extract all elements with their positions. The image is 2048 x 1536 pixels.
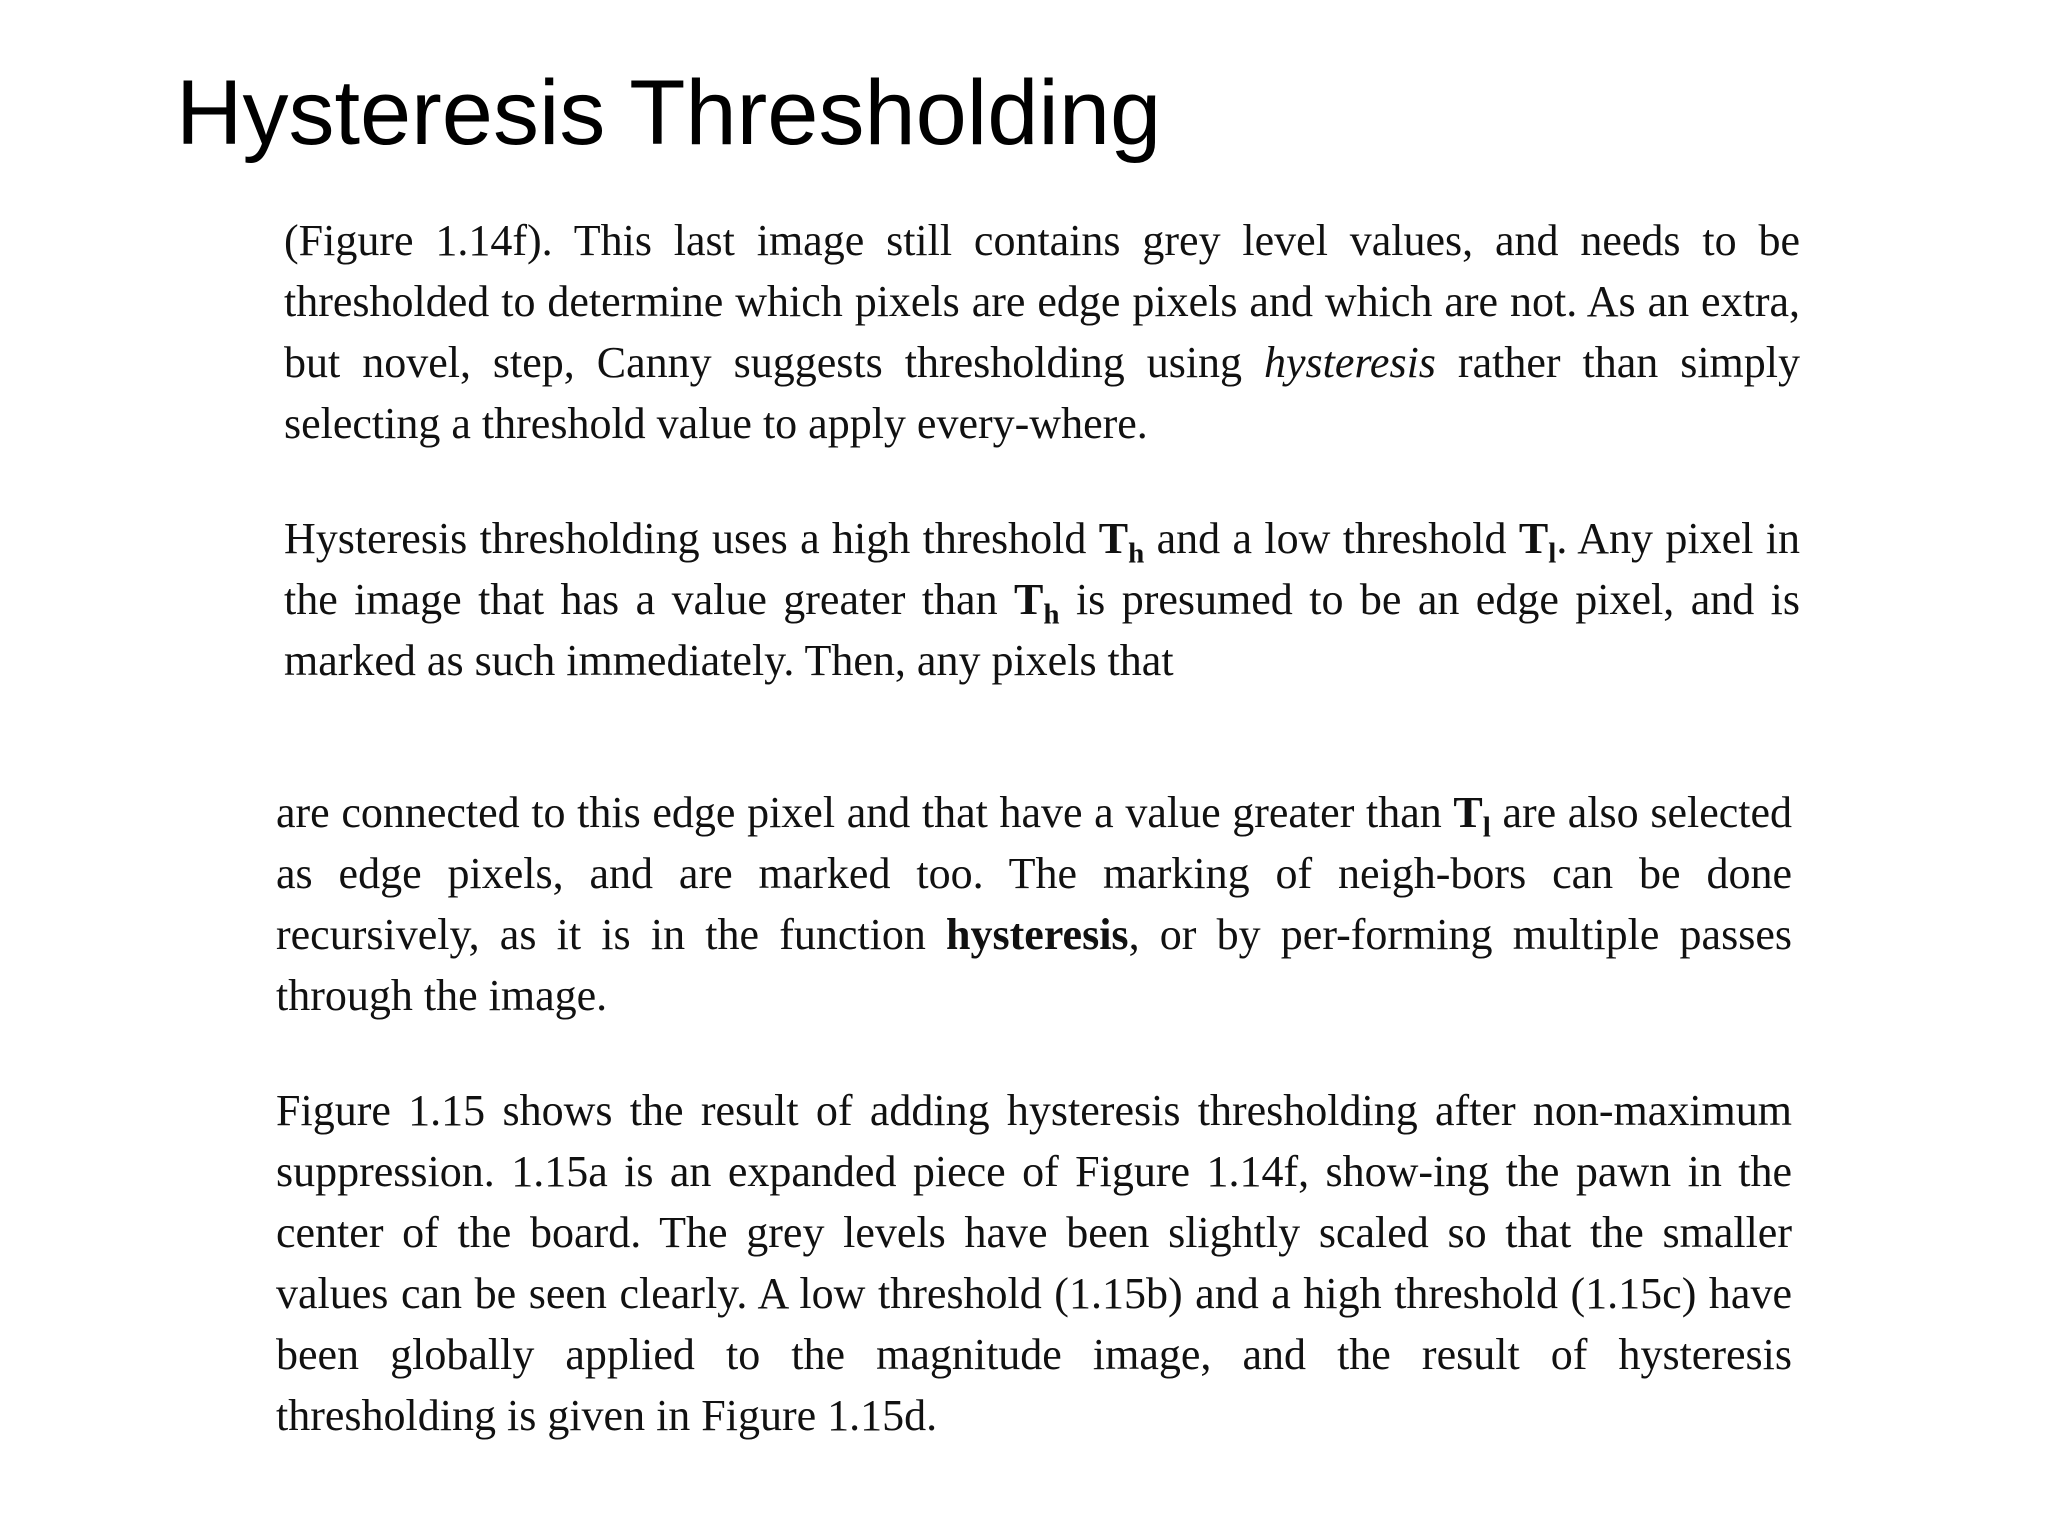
text-run: are connected to this edge pixel and that have a value greater than — [276, 788, 1454, 837]
text-run: and a low threshold — [1144, 514, 1519, 563]
term-hysteresis: hysteresis — [1264, 338, 1436, 387]
text-run: is presumed to be an edge pixel, and is marked as such immediately. Then, any pixels that — [284, 575, 1800, 685]
excerpt-lower — [276, 782, 1792, 1446]
paragraph-canny-intro — [284, 210, 1800, 454]
symbol-t-high: $T_h$ — [1014, 575, 1060, 631]
excerpt-upper — [284, 210, 1800, 691]
symbol-t-low: $T_l$ — [1453, 788, 1491, 844]
text-run: . Any pixel in the image that has a value greater than — [284, 514, 1800, 624]
text-run: are also selected as edge pixels, and are marked too. The marking of neigh-bors can be done recursively, as it is in the function — [276, 788, 1793, 959]
paragraph-thresholds — [284, 508, 1800, 691]
symbol-t-low: $T_l$ — [1518, 514, 1557, 570]
symbol-t-high: $T_h$ — [1098, 514, 1145, 570]
page-title: Hysteresis Thresholding — [176, 62, 1162, 164]
text-run: (Figure 1.14f). This last image still contains grey level values, and needs to be thresholded to determine which pixels are edge pixels and which are not. As an extra, but novel, step, Canny suggests thresholding using — [284, 216, 1800, 387]
text-run: , or by per-forming multiple passes through the image. — [276, 910, 1792, 1020]
function-name-hysteresis: hysteresis — [946, 910, 1129, 959]
text-run: Hysteresis thresholding uses a high threshold — [284, 514, 1099, 563]
paragraph-connected-pixels — [276, 782, 1792, 1026]
paragraph-figure-description: Figure 1.15 shows the result of adding hysteresis thresholding after non-maximum suppression. 1.15a is an expanded piece of Figure 1.14f, show-ing the pawn in the center of the board. The grey levels have been slightly scaled so that the smaller values can be seen clearly. A low threshold (1.15b) and a high threshold (1.15c) have been globally applied to the magnitude image, and the result of hysteresis thresholding is given in Figure 1.15d. — [276, 1086, 1792, 1440]
text-run: rather than simply selecting a threshold value to apply every-where. — [284, 338, 1801, 448]
